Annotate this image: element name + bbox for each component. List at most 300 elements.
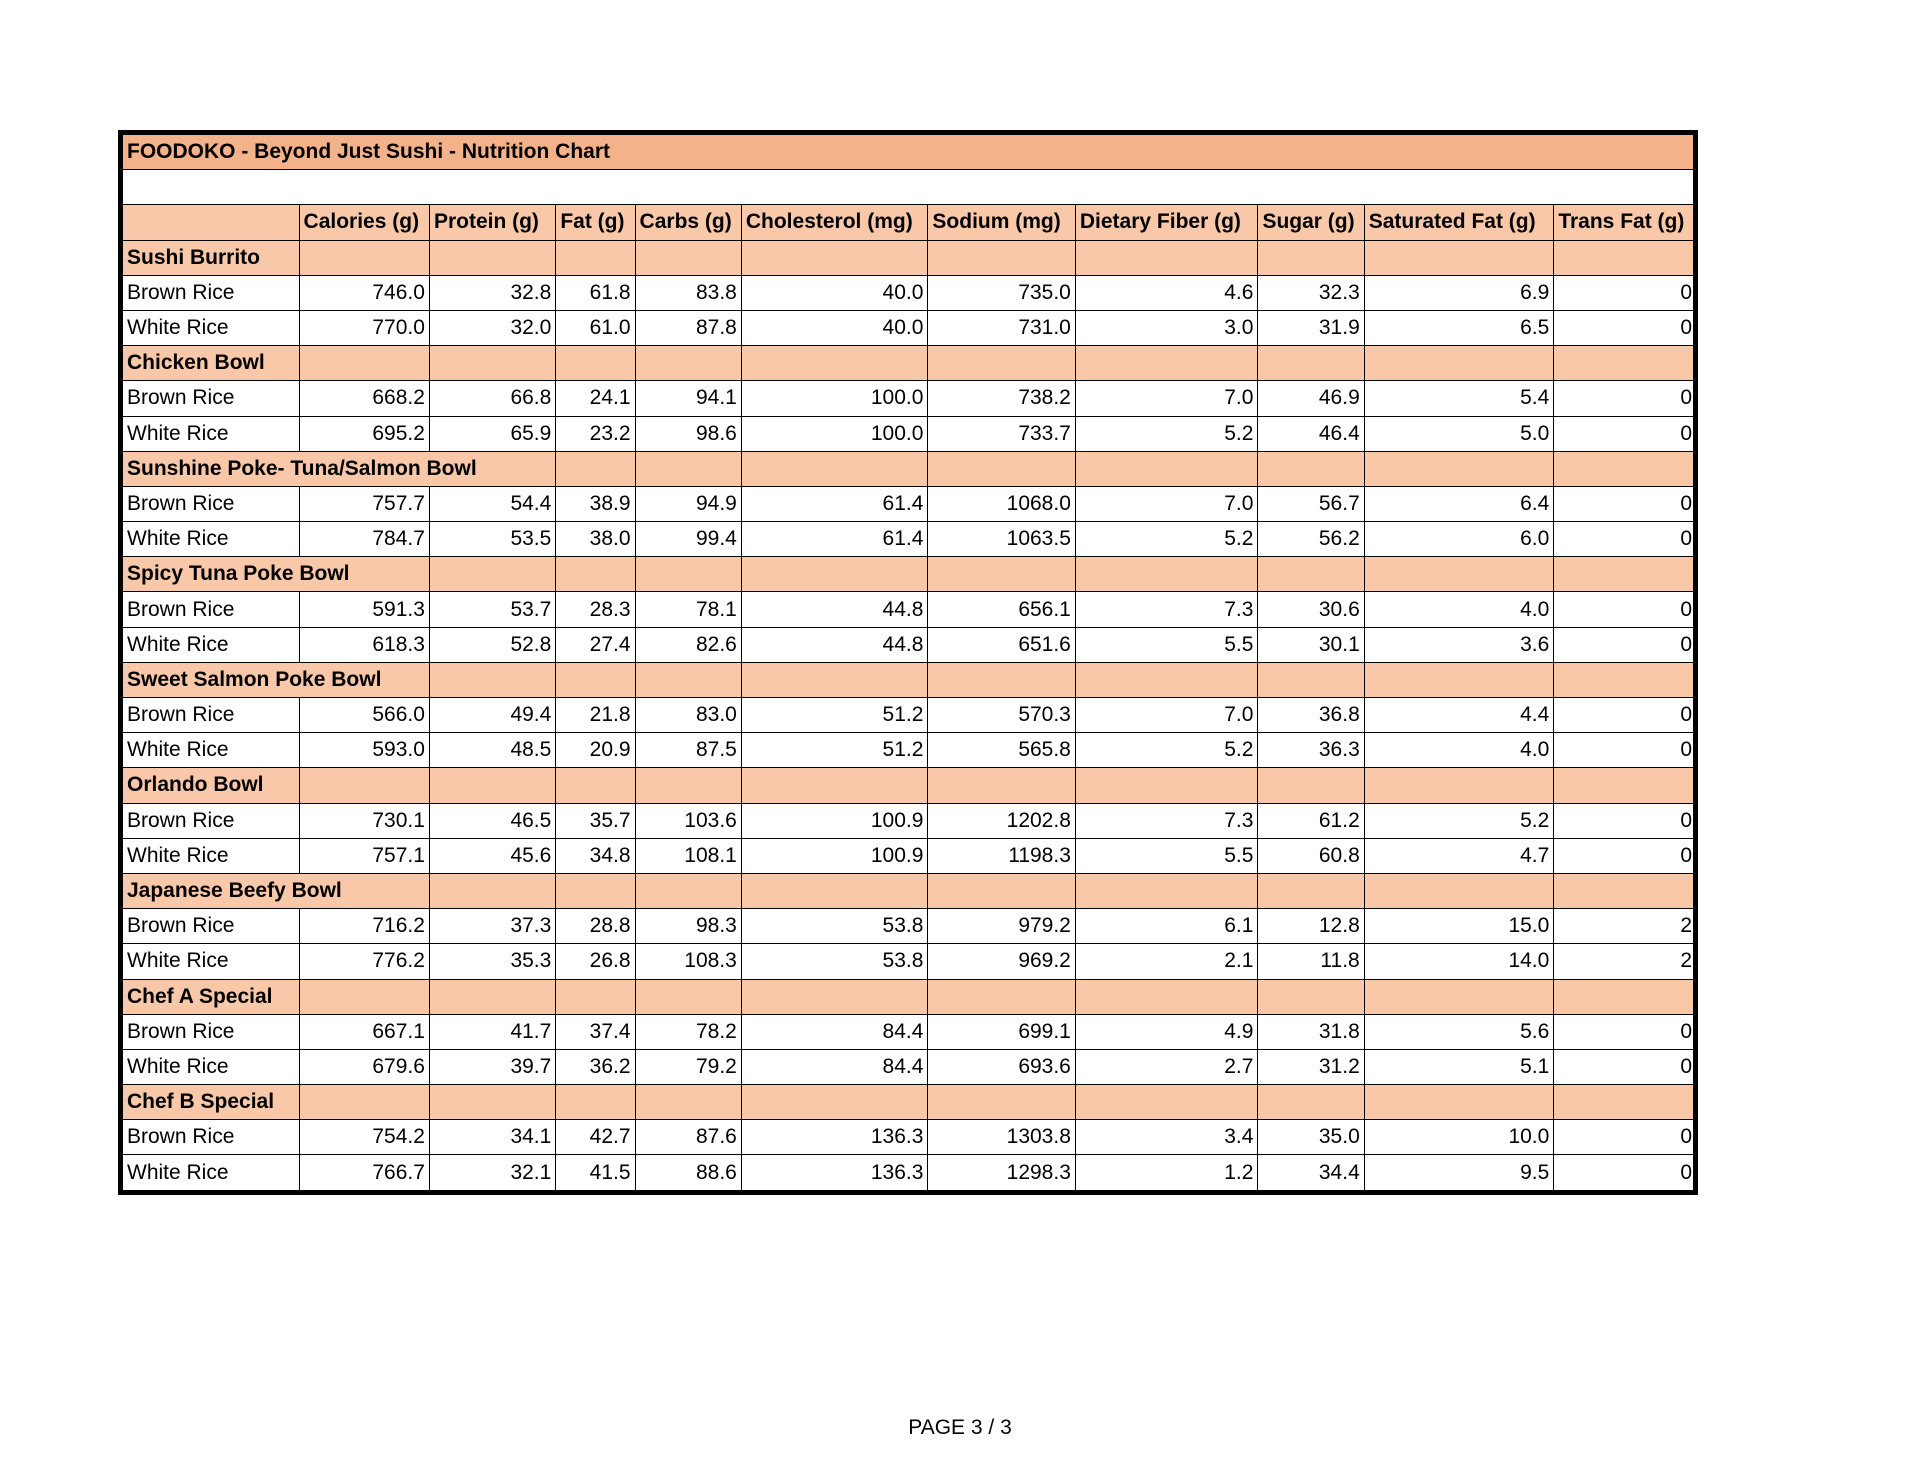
section-empty-cell [1075,662,1258,697]
rice-variant-label: Brown Rice [121,803,300,838]
nutrition-value-cell: 668.2 [299,381,429,416]
rice-variant-label: White Rice [121,733,300,768]
nutrition-value-cell: 32.0 [429,310,555,345]
nutrition-value-cell: 53.8 [741,909,928,944]
rice-variant-label: White Rice [121,310,300,345]
section-empty-cell [556,557,635,592]
section-empty-cell [1364,451,1554,486]
section-empty-cell [928,768,1075,803]
nutrition-value-cell: 3.0 [1075,310,1258,345]
nutrition-value-cell: 21.8 [556,698,635,733]
nutrition-value-cell: 10.0 [1364,1120,1554,1155]
section-empty-cell [429,346,555,381]
nutrition-value-cell: 570.3 [928,698,1075,733]
nutrition-value-cell: 65.9 [429,416,555,451]
section-empty-cell [556,240,635,275]
section-empty-cell [1554,1085,1696,1120]
rice-variant-label: White Rice [121,522,300,557]
section-name: Chef A Special [121,979,300,1014]
column-header: Cholesterol (mg) [741,205,928,240]
table-title: FOODOKO - Beyond Just Sushi - Nutrition Chart [121,133,1696,170]
column-header: Fat (g) [556,205,635,240]
nutrition-value-cell: 30.6 [1258,592,1364,627]
nutrition-value-cell: 5.1 [1364,1049,1554,1084]
nutrition-value-cell: 770.0 [299,310,429,345]
nutrition-value-cell: 979.2 [928,909,1075,944]
nutrition-value-cell: 88.6 [635,1155,741,1192]
nutrition-value-cell: 23.2 [556,416,635,451]
nutrition-value-cell: 53.8 [741,944,928,979]
nutrition-value-cell: 6.5 [1364,310,1554,345]
nutrition-value-cell: 35.0 [1258,1120,1364,1155]
nutrition-value-cell: 37.4 [556,1014,635,1049]
nutrition-value-cell: 6.9 [1364,275,1554,310]
section-row [121,662,1696,697]
section-empty-cell [635,557,741,592]
section-empty-cell [635,979,741,1014]
nutrition-value-cell: 5.2 [1075,733,1258,768]
table-row [121,838,1696,873]
section-empty-cell [1364,662,1554,697]
nutrition-value-cell: 103.6 [635,803,741,838]
nutrition-value-cell: 6.1 [1075,909,1258,944]
section-empty-cell [299,240,429,275]
nutrition-value-cell: 56.2 [1258,522,1364,557]
nutrition-value-cell: 98.6 [635,416,741,451]
section-row [121,557,1696,592]
nutrition-value-cell: 0 [1554,416,1696,451]
nutrition-value-cell: 12.8 [1258,909,1364,944]
nutrition-value-cell: 7.3 [1075,803,1258,838]
section-empty-cell [635,346,741,381]
nutrition-value-cell: 733.7 [928,416,1075,451]
nutrition-value-cell: 20.9 [556,733,635,768]
nutrition-value-cell: 98.3 [635,909,741,944]
nutrition-value-cell: 66.8 [429,381,555,416]
section-row [121,979,1696,1014]
nutrition-value-cell: 34.4 [1258,1155,1364,1192]
section-empty-cell [1258,768,1364,803]
nutrition-value-cell: 699.1 [928,1014,1075,1049]
rice-variant-label: White Rice [121,944,300,979]
rice-variant-label: White Rice [121,627,300,662]
section-name: Japanese Beefy Bowl [121,873,430,908]
rice-variant-label: White Rice [121,838,300,873]
nutrition-value-cell: 7.3 [1075,592,1258,627]
section-empty-cell [1075,768,1258,803]
table-row [121,733,1696,768]
nutrition-value-cell: 35.7 [556,803,635,838]
nutrition-value-cell: 0 [1554,1120,1696,1155]
table-row [121,1120,1696,1155]
nutrition-value-cell: 34.1 [429,1120,555,1155]
nutrition-value-cell: 0 [1554,381,1696,416]
section-empty-cell [556,662,635,697]
section-empty-cell [635,451,741,486]
section-empty-cell [1075,451,1258,486]
nutrition-value-cell: 0 [1554,310,1696,345]
rice-variant-label: Brown Rice [121,486,300,521]
nutrition-value-cell: 7.0 [1075,698,1258,733]
nutrition-value-cell: 31.8 [1258,1014,1364,1049]
nutrition-value-cell: 28.3 [556,592,635,627]
column-header-row [121,205,1696,240]
section-empty-cell [556,979,635,1014]
nutrition-value-cell: 38.0 [556,522,635,557]
section-empty-cell [1258,240,1364,275]
section-empty-cell [1364,346,1554,381]
nutrition-value-cell: 51.2 [741,698,928,733]
nutrition-value-cell: 78.2 [635,1014,741,1049]
rice-variant-label: Brown Rice [121,1014,300,1049]
table-row [121,416,1696,451]
section-empty-cell [741,557,928,592]
nutrition-value-cell: 618.3 [299,627,429,662]
section-empty-cell [928,873,1075,908]
nutrition-value-cell: 100.0 [741,381,928,416]
nutrition-value-cell: 79.2 [635,1049,741,1084]
section-empty-cell [429,240,555,275]
nutrition-value-cell: 40.0 [741,310,928,345]
nutrition-value-cell: 37.3 [429,909,555,944]
table-row [121,275,1696,310]
column-header: Calories (g) [299,205,429,240]
section-row [121,873,1696,908]
section-empty-cell [741,768,928,803]
nutrition-value-cell: 53.5 [429,522,555,557]
nutrition-value-cell: 766.7 [299,1155,429,1192]
nutrition-value-cell: 84.4 [741,1014,928,1049]
nutrition-value-cell: 746.0 [299,275,429,310]
nutrition-value-cell: 36.3 [1258,733,1364,768]
section-empty-cell [1075,240,1258,275]
nutrition-value-cell: 30.1 [1258,627,1364,662]
rice-variant-label: Brown Rice [121,275,300,310]
nutrition-value-cell: 2.1 [1075,944,1258,979]
section-empty-cell [1258,873,1364,908]
nutrition-value-cell: 731.0 [928,310,1075,345]
column-header: Trans Fat (g) [1554,205,1696,240]
nutrition-value-cell: 83.0 [635,698,741,733]
nutrition-value-cell: 4.9 [1075,1014,1258,1049]
nutrition-value-cell: 38.9 [556,486,635,521]
section-empty-cell [1258,557,1364,592]
section-empty-cell [556,873,635,908]
page-number: PAGE 3 / 3 [908,1416,1012,1439]
nutrition-value-cell: 45.6 [429,838,555,873]
section-empty-cell [635,873,741,908]
rice-variant-label: White Rice [121,1155,300,1192]
nutrition-value-cell: 60.8 [1258,838,1364,873]
section-name: Sunshine Poke- Tuna/Salmon Bowl [121,451,556,486]
nutrition-value-cell: 46.4 [1258,416,1364,451]
section-empty-cell [1075,557,1258,592]
nutrition-value-cell: 2 [1554,909,1696,944]
nutrition-value-cell: 1068.0 [928,486,1075,521]
nutrition-value-cell: 591.3 [299,592,429,627]
table-row [121,310,1696,345]
section-empty-cell [1364,1085,1554,1120]
section-empty-cell [1258,346,1364,381]
nutrition-value-cell: 0 [1554,275,1696,310]
section-empty-cell [1364,557,1554,592]
section-name: Chicken Bowl [121,346,300,381]
section-row [121,768,1696,803]
section-empty-cell [1554,768,1696,803]
nutrition-value-cell: 87.8 [635,310,741,345]
section-empty-cell [429,1085,555,1120]
nutrition-value-cell: 5.2 [1364,803,1554,838]
nutrition-value-cell: 31.9 [1258,310,1364,345]
nutrition-value-cell: 1198.3 [928,838,1075,873]
corner-header-cell [121,205,300,240]
section-row [121,346,1696,381]
nutrition-value-cell: 136.3 [741,1155,928,1192]
nutrition-value-cell: 136.3 [741,1120,928,1155]
nutrition-value-cell: 100.9 [741,803,928,838]
nutrition-value-cell: 82.6 [635,627,741,662]
nutrition-value-cell: 42.7 [556,1120,635,1155]
section-empty-cell [1364,979,1554,1014]
nutrition-value-cell: 56.7 [1258,486,1364,521]
section-empty-cell [1075,979,1258,1014]
section-empty-cell [928,346,1075,381]
section-empty-cell [928,979,1075,1014]
section-empty-cell [429,873,555,908]
nutrition-value-cell: 4.0 [1364,733,1554,768]
section-empty-cell [741,346,928,381]
nutrition-value-cell: 1202.8 [928,803,1075,838]
section-name: Spicy Tuna Poke Bowl [121,557,430,592]
section-empty-cell [1554,662,1696,697]
nutrition-value-cell: 7.0 [1075,486,1258,521]
section-empty-cell [299,768,429,803]
nutrition-value-cell: 0 [1554,733,1696,768]
section-empty-cell [928,240,1075,275]
table-row [121,803,1696,838]
nutrition-value-cell: 5.4 [1364,381,1554,416]
nutrition-value-cell: 32.3 [1258,275,1364,310]
table-row [121,592,1696,627]
column-header: Dietary Fiber (g) [1075,205,1258,240]
nutrition-value-cell: 3.4 [1075,1120,1258,1155]
rice-variant-label: Brown Rice [121,698,300,733]
column-header: Protein (g) [429,205,555,240]
section-empty-cell [635,240,741,275]
section-empty-cell [1554,346,1696,381]
nutrition-value-cell: 757.7 [299,486,429,521]
section-empty-cell [556,346,635,381]
nutrition-value-cell: 1.2 [1075,1155,1258,1192]
nutrition-value-cell: 41.7 [429,1014,555,1049]
section-empty-cell [1364,873,1554,908]
nutrition-value-cell: 5.5 [1075,627,1258,662]
nutrition-value-cell: 31.2 [1258,1049,1364,1084]
column-header: Sodium (mg) [928,205,1075,240]
nutrition-value-cell: 35.3 [429,944,555,979]
nutrition-value-cell: 52.8 [429,627,555,662]
section-empty-cell [556,1085,635,1120]
nutrition-value-cell: 54.4 [429,486,555,521]
nutrition-value-cell: 0 [1554,522,1696,557]
nutrition-value-cell: 0 [1554,592,1696,627]
nutrition-value-cell: 969.2 [928,944,1075,979]
nutrition-value-cell: 44.8 [741,592,928,627]
nutrition-value-cell: 15.0 [1364,909,1554,944]
nutrition-value-cell: 32.8 [429,275,555,310]
nutrition-value-cell: 716.2 [299,909,429,944]
column-header: Carbs (g) [635,205,741,240]
nutrition-value-cell: 24.1 [556,381,635,416]
section-empty-cell [741,451,928,486]
section-empty-cell [1258,662,1364,697]
nutrition-value-cell: 41.5 [556,1155,635,1192]
nutrition-value-cell: 46.5 [429,803,555,838]
section-row [121,451,1696,486]
nutrition-value-cell: 1303.8 [928,1120,1075,1155]
table-row [121,1014,1696,1049]
section-empty-cell [1075,873,1258,908]
rice-variant-label: Brown Rice [121,909,300,944]
nutrition-value-cell: 4.6 [1075,275,1258,310]
nutrition-value-cell: 4.7 [1364,838,1554,873]
nutrition-value-cell: 754.2 [299,1120,429,1155]
nutrition-value-cell: 776.2 [299,944,429,979]
nutrition-value-cell: 0 [1554,698,1696,733]
table-row [121,381,1696,416]
section-empty-cell [429,768,555,803]
section-empty-cell [635,1085,741,1120]
section-empty-cell [1258,451,1364,486]
nutrition-value-cell: 730.1 [299,803,429,838]
nutrition-value-cell: 51.2 [741,733,928,768]
section-empty-cell [429,557,555,592]
blank-cell [121,170,1696,205]
nutrition-value-cell: 0 [1554,838,1696,873]
section-name: Sweet Salmon Poke Bowl [121,662,430,697]
table-row [121,698,1696,733]
rice-variant-label: Brown Rice [121,381,300,416]
nutrition-value-cell: 78.1 [635,592,741,627]
nutrition-value-cell: 46.9 [1258,381,1364,416]
column-header: Saturated Fat (g) [1364,205,1554,240]
section-empty-cell [1364,768,1554,803]
nutrition-value-cell: 84.4 [741,1049,928,1084]
nutrition-value-cell: 0 [1554,1014,1696,1049]
nutrition-value-cell: 99.4 [635,522,741,557]
table-row [121,1049,1696,1084]
nutrition-value-cell: 87.5 [635,733,741,768]
section-empty-cell [928,451,1075,486]
section-empty-cell [556,451,635,486]
nutrition-value-cell: 44.8 [741,627,928,662]
nutrition-value-cell: 0 [1554,1049,1696,1084]
nutrition-value-cell: 9.5 [1364,1155,1554,1192]
section-name: Chef B Special [121,1085,300,1120]
nutrition-value-cell: 735.0 [928,275,1075,310]
section-empty-cell [429,979,555,1014]
nutrition-value-cell: 3.6 [1364,627,1554,662]
nutrition-value-cell: 1298.3 [928,1155,1075,1192]
section-empty-cell [556,768,635,803]
nutrition-value-cell: 0 [1554,486,1696,521]
nutrition-value-cell: 28.8 [556,909,635,944]
nutrition-value-cell: 0 [1554,627,1696,662]
nutrition-value-cell: 27.4 [556,627,635,662]
section-name: Orlando Bowl [121,768,300,803]
section-empty-cell [1258,1085,1364,1120]
nutrition-value-cell: 100.9 [741,838,928,873]
nutrition-value-cell: 593.0 [299,733,429,768]
section-empty-cell [1554,979,1696,1014]
nutrition-value-cell: 679.6 [299,1049,429,1084]
nutrition-value-cell: 40.0 [741,275,928,310]
section-empty-cell [741,662,928,697]
section-empty-cell [299,1085,429,1120]
section-empty-cell [1554,240,1696,275]
section-empty-cell [1075,1085,1258,1120]
nutrition-value-cell: 6.4 [1364,486,1554,521]
nutrition-value-cell: 784.7 [299,522,429,557]
blank-row [121,170,1696,205]
column-header: Sugar (g) [1258,205,1364,240]
section-empty-cell [1075,346,1258,381]
rice-variant-label: Brown Rice [121,592,300,627]
section-empty-cell [635,768,741,803]
nutrition-value-cell: 651.6 [928,627,1075,662]
nutrition-value-cell: 693.6 [928,1049,1075,1084]
table-row [121,627,1696,662]
nutrition-value-cell: 48.5 [429,733,555,768]
nutrition-value-cell: 2 [1554,944,1696,979]
nutrition-value-cell: 757.1 [299,838,429,873]
section-empty-cell [928,557,1075,592]
section-empty-cell [429,662,555,697]
nutrition-value-cell: 1063.5 [928,522,1075,557]
section-row [121,240,1696,275]
section-empty-cell [741,873,928,908]
nutrition-value-cell: 61.2 [1258,803,1364,838]
nutrition-value-cell: 4.4 [1364,698,1554,733]
nutrition-value-cell: 0 [1554,1155,1696,1192]
nutrition-value-cell: 87.6 [635,1120,741,1155]
section-empty-cell [741,979,928,1014]
section-empty-cell [1258,979,1364,1014]
section-empty-cell [635,662,741,697]
nutrition-value-cell: 738.2 [928,381,1075,416]
nutrition-value-cell: 36.8 [1258,698,1364,733]
nutrition-value-cell: 26.8 [556,944,635,979]
table-body [121,133,1696,1193]
nutrition-value-cell: 14.0 [1364,944,1554,979]
table-row [121,486,1696,521]
section-empty-cell [741,1085,928,1120]
table-row [121,1155,1696,1192]
nutrition-value-cell: 5.0 [1364,416,1554,451]
nutrition-value-cell: 2.7 [1075,1049,1258,1084]
section-empty-cell [1554,451,1696,486]
nutrition-value-cell: 61.4 [741,486,928,521]
nutrition-value-cell: 5.2 [1075,416,1258,451]
nutrition-value-cell: 32.1 [429,1155,555,1192]
nutrition-value-cell: 695.2 [299,416,429,451]
nutrition-value-cell: 108.1 [635,838,741,873]
nutrition-value-cell: 49.4 [429,698,555,733]
nutrition-value-cell: 53.7 [429,592,555,627]
section-empty-cell [299,979,429,1014]
section-empty-cell [928,1085,1075,1120]
section-empty-cell [741,240,928,275]
